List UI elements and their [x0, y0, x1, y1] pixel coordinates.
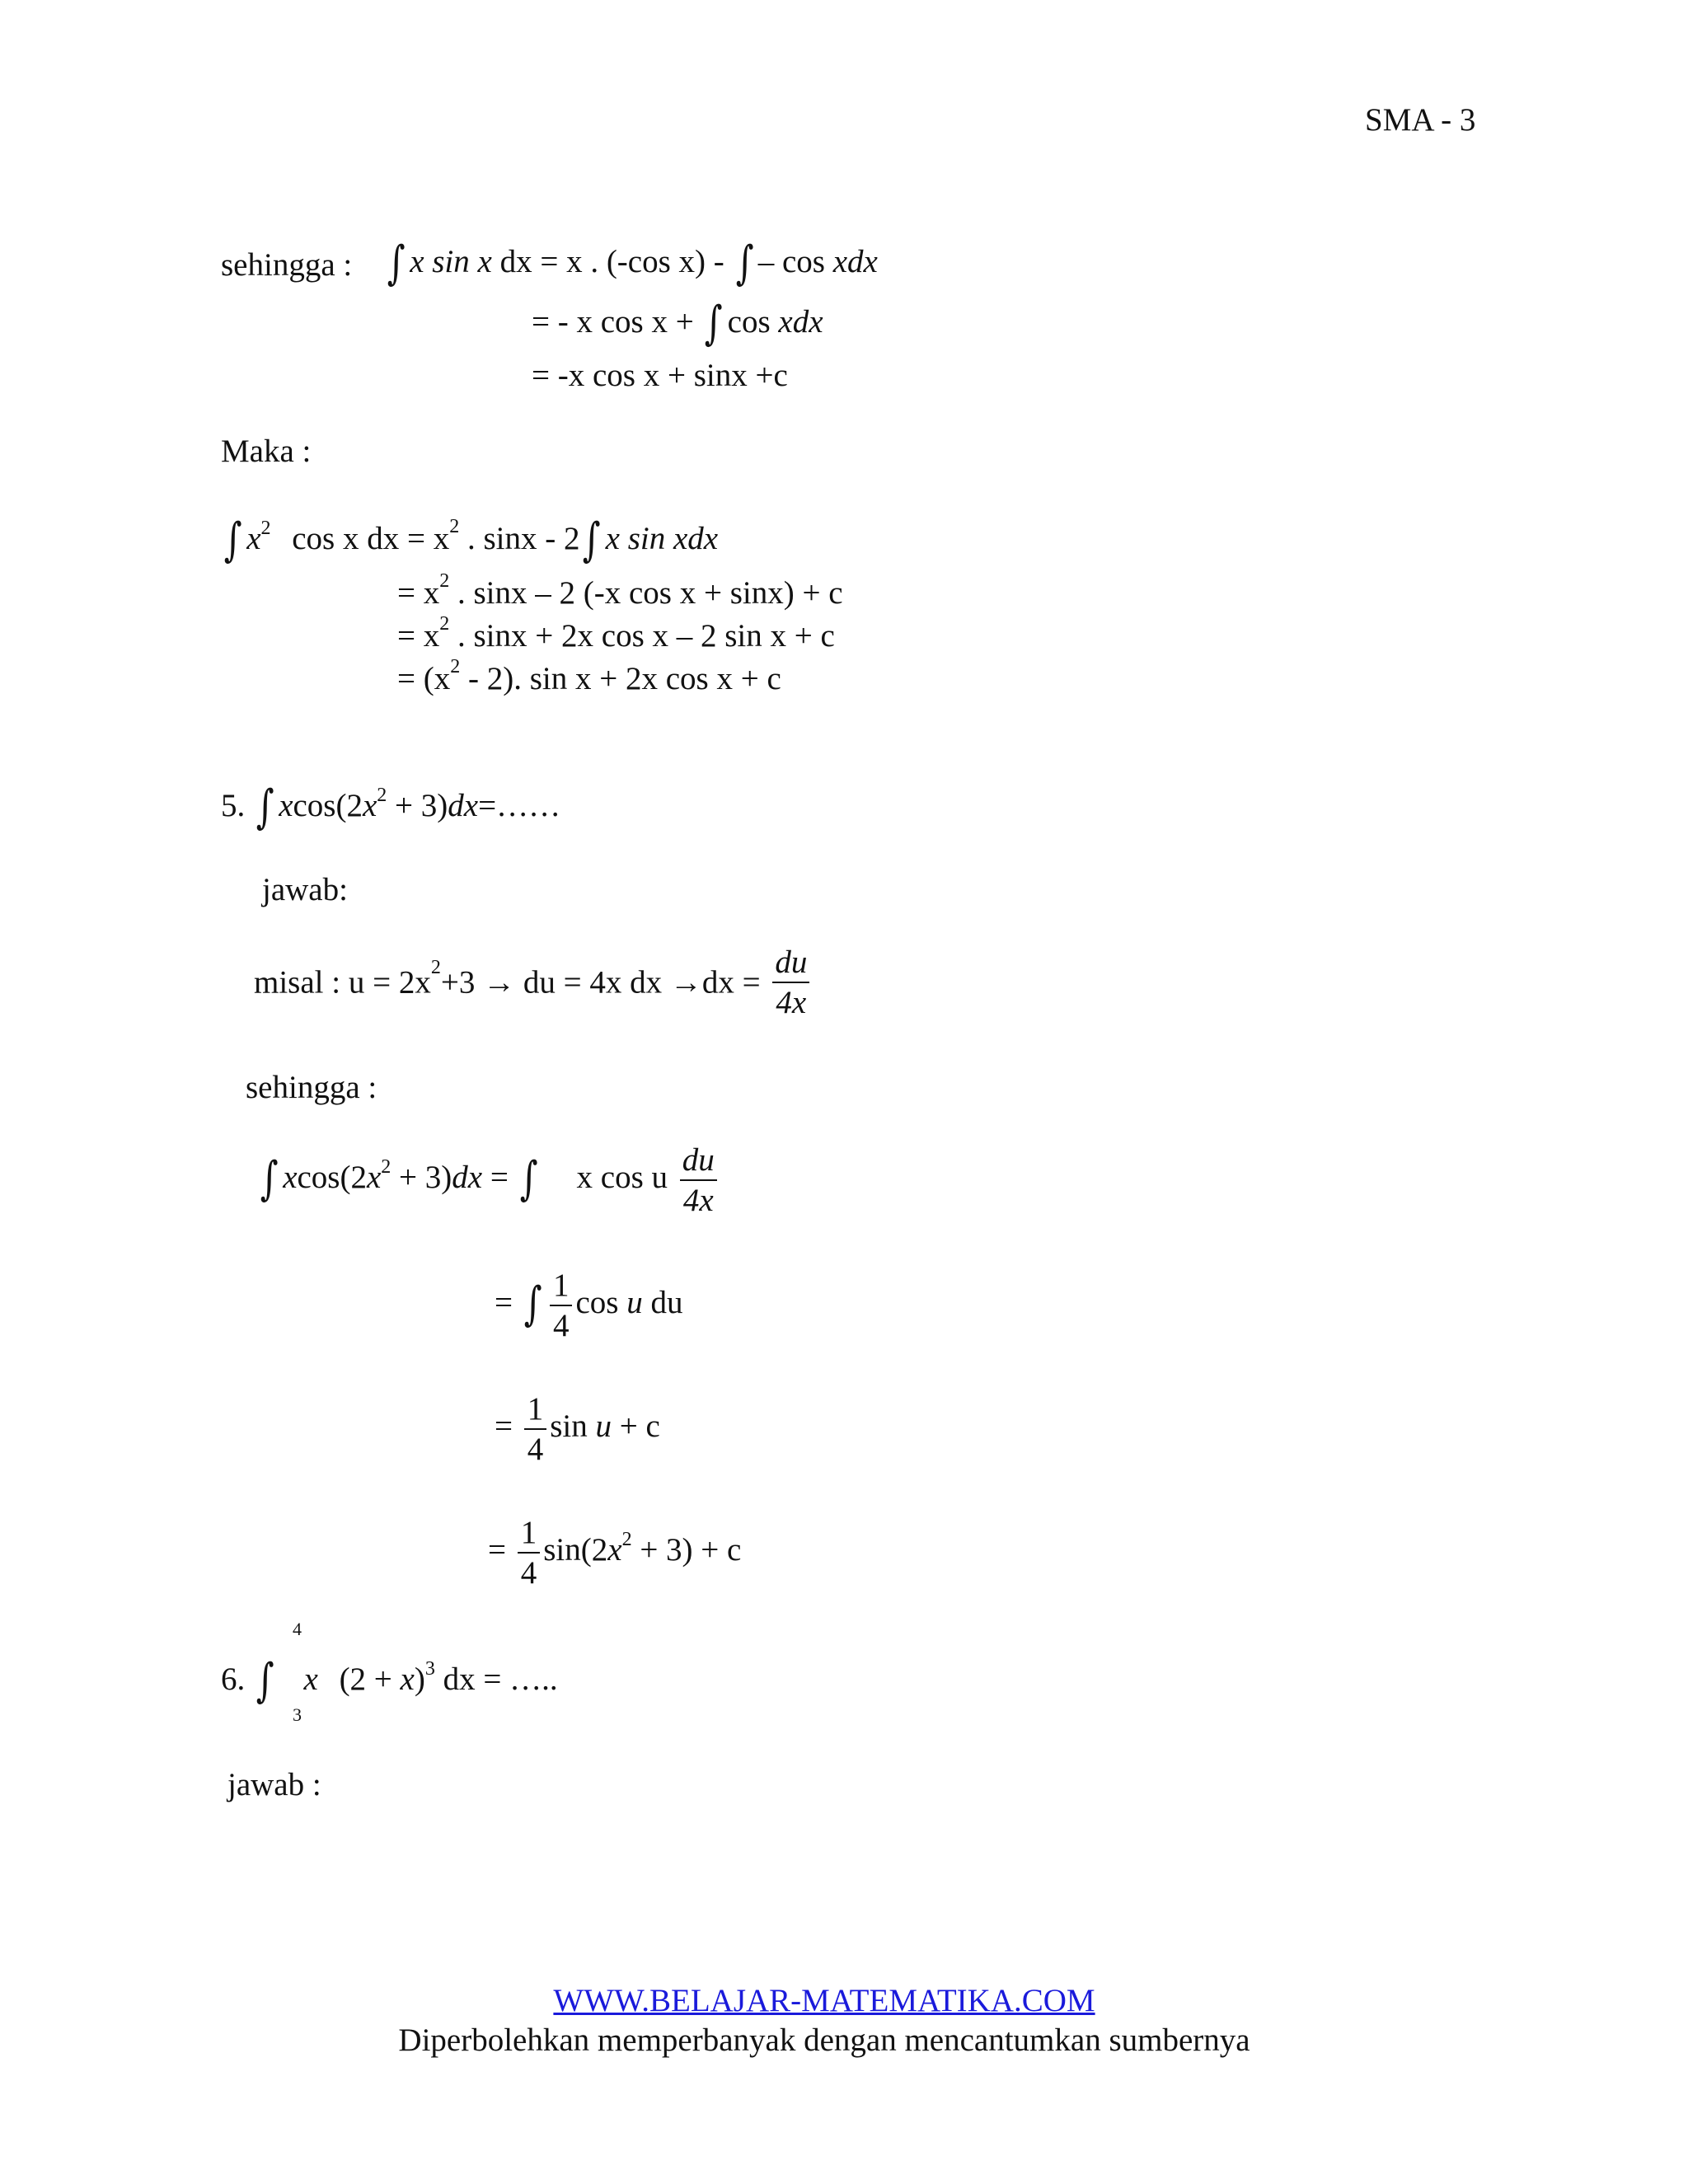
maka-label: Maka : [221, 434, 312, 469]
question-6: 6. 4 ∫ 3 x $(2 + x)^3$ dx = ….. [221, 1619, 558, 1725]
equation-line-3: = -x cos x + sinx +c [532, 358, 788, 393]
sehingga-label: sehingga : [221, 247, 353, 283]
equation-line-3: = $x^2$ . sinx + 2x cos x – 2 sin x + c [397, 613, 835, 654]
substitution-line-2: = ∫ $\frac{1}{4}$ cos u du [495, 1268, 683, 1343]
integral-sign: ∫ [583, 513, 602, 567]
fraction: $\frac{1}{4}$ [518, 1516, 541, 1589]
integral-sign: ∫ [223, 513, 242, 567]
fraction: $\frac{1}{4}$ [550, 1269, 573, 1342]
fraction: $\frac{1}{4}$ [524, 1393, 547, 1465]
footer-link[interactable]: WWW.BELAJAR-MATEMATIKA.COM [553, 1983, 1095, 2018]
integral-sign: ∫ [735, 237, 754, 290]
question-5: 5. ∫ $xcos(2x^2$ + 3)dx=…… [221, 780, 561, 834]
integral-sign: ∫ [523, 1277, 542, 1331]
jawab-label: jawab: [262, 872, 348, 907]
upper-limit: 4 [293, 1619, 302, 1639]
equation-line-1: ∫ x sin x dx = x . (-cos x) - ∫ – cos xdx [387, 237, 878, 290]
integral-sign: ∫ [256, 1654, 274, 1708]
integral-sign: ∫ [387, 237, 406, 290]
equation-line-2: = $x^2$ . sinx – 2 (-x cos x + sinx) + c [397, 570, 843, 611]
equation-line-4: = $(x^2 - 2)$. sin x + 2x cos x + c [397, 656, 781, 696]
fraction: $\frac{du}{4x}$ [679, 1144, 718, 1216]
lower-limit: 3 [293, 1704, 302, 1725]
substitution-line-1: ∫ $xcos(2x^2 + 3)dx$ = ∫ x cos u $\frac{du}{4x}$ [257, 1144, 721, 1216]
substitution-line-4: = $\frac{1}{4}$ $\sin(2x^2 + 3) + c$ [488, 1515, 742, 1591]
integral-sign: ∫ [256, 780, 274, 834]
equation-line-1: ∫ $x^2$ cos x dx = $x^2$ . sinx - 2∫ x sin xdx [223, 513, 719, 567]
substitution-line-3: = $\frac{1}{4}$ sin u + c [495, 1391, 660, 1467]
integral-sign: ∫ [260, 1151, 279, 1206]
equation-line-2: = - x cos x + ∫ cos xdx [532, 297, 823, 350]
footer-note: Diperbolehkan memperbanyak dengan mencantumkan sumbernya [398, 2022, 1250, 2058]
fraction: $\frac{du}{4x}$ [771, 946, 810, 1019]
integral-sign: ∫ [519, 1151, 538, 1206]
misal-line: misal : $u = 2x^2+3$ → du = 4x dx →dx = $\frac{du}{4x}$ [254, 946, 814, 1019]
sehingga-label: sehingga : [246, 1070, 377, 1105]
jawab-label: jawab : [227, 1767, 321, 1802]
integral-sign: ∫ [705, 297, 724, 350]
page-label: SMA - 3 [1365, 102, 1476, 138]
